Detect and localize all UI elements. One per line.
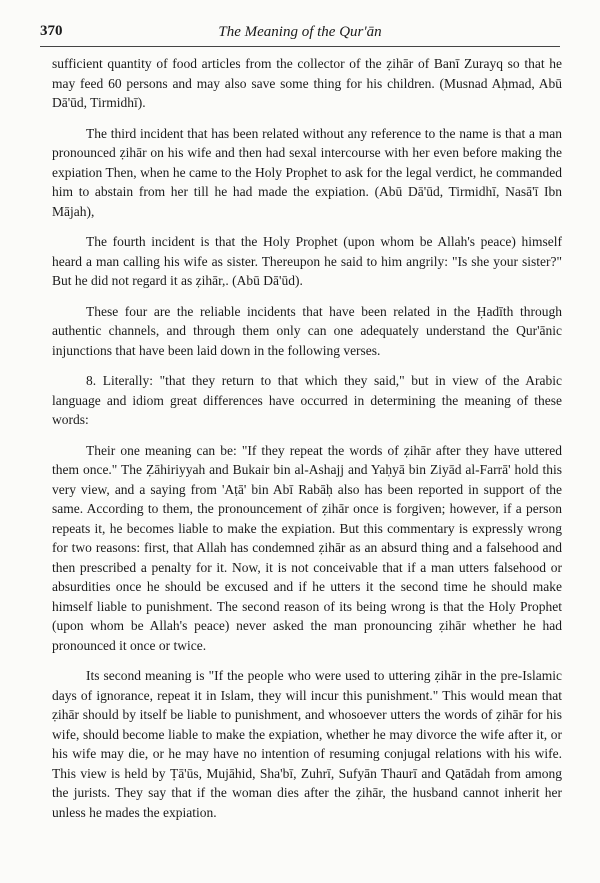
paragraph-note-8: 8. Literally: "that they return to that which they said," but in view of the Arabic language and idiom great differences have occurred in determining the meaning of these words: bbox=[52, 373, 562, 427]
paragraph-first-meaning: Their one meaning can be: "If they repeat the words of ẓihār after they have uttered them once." The Ẓāhiriyyah and Bukair bin al-Ashajj and Yaḥyā bin Ziyād al-Farrā' hold this very view, and a saying from 'Aṭā' bin Abī Rabāḥ also has been reported in support of the same. According to them, the pronouncement of ẓihār once is forgiven; however, if a person repeats it, he becomes liable to make the expiation. But this commentary is expressly wrong for two reasons: first, that Allah has condemned ẓihār as an absurd thing and a falsehood and then prescribed a penalty for it. Now, it is not conceivable that if a man utters falsehood or absurdities once he should be excused and if he utters it the second time he should make himself liable to punishment. The second reason of its being wrong is that the Holy Prophet (upon whom be Allah's peace) never asked the man pronouncing ẓihār whether he had pronounced it once or twice. bbox=[52, 442, 562, 653]
running-title: The Meaning of the Qur'ān bbox=[218, 24, 382, 40]
page-number: 370 bbox=[40, 23, 63, 39]
body-text bbox=[52, 54, 562, 822]
page-header bbox=[40, 22, 560, 47]
paragraph-fourth-incident: The fourth incident is that the Holy Prophet (upon whom be Allah's peace) himself heard a man calling his wife as sister. Thereupon he said to him angrily: "Is she your sister?" But he did not regard it as ẓihār,. (Abū Dā'ūd). bbox=[52, 234, 562, 288]
paragraph-continuation: sufficient quantity of food articles from the collector of the ẓihār of Banī Zurayq so that he may feed 60 persons and may also save some thing for his children. (Musnad Aḥmad, Abū Dā'ūd, Tirmidhī). bbox=[52, 56, 562, 110]
paragraph-reliable-incidents: These four are the reliable incidents that have been related in the Ḥadīth through authentic channels, and through them only can one adequately understand the Qur'ānic injunctions that have been laid down in the following verses. bbox=[52, 303, 562, 358]
paragraph-second-meaning: Its second meaning is "If the people who were used to uttering ẓihār in the pre-Islamic days of ignorance, repeat it in Islam, they will incur this punishment." This would mean that ẓihār should by itself be liable to punishment, and whosoever utters the words of ẓihār for his wife, should become liable to make the expiation, whether he may divorce the wife after it, or his wife may die, or he may have no intention of resuming conjugal relations with his wife. This view is held by Ṭā'ūs, Mujāhid, Sha'bī, Zuhrī, Sufyān Thaurī and Qatādah from among the jurists. They say that if the woman dies after the ẓihār, the husband cannot inherit her unless he mades the expiation. bbox=[52, 668, 562, 820]
paragraph-third-incident: The third incident that has been related without any reference to the name is that a man pronounced ẓihār on his wife and then had sexal intercourse with her even before making the expiation Then, when he came to the Holy Prophet to ask for the legal verdict, he commanded him to abstain from her till he had made the expiation. (Abū Dā'ūd, Tirmidhī, Nasā'ī Ibn Mājah), bbox=[52, 125, 562, 219]
